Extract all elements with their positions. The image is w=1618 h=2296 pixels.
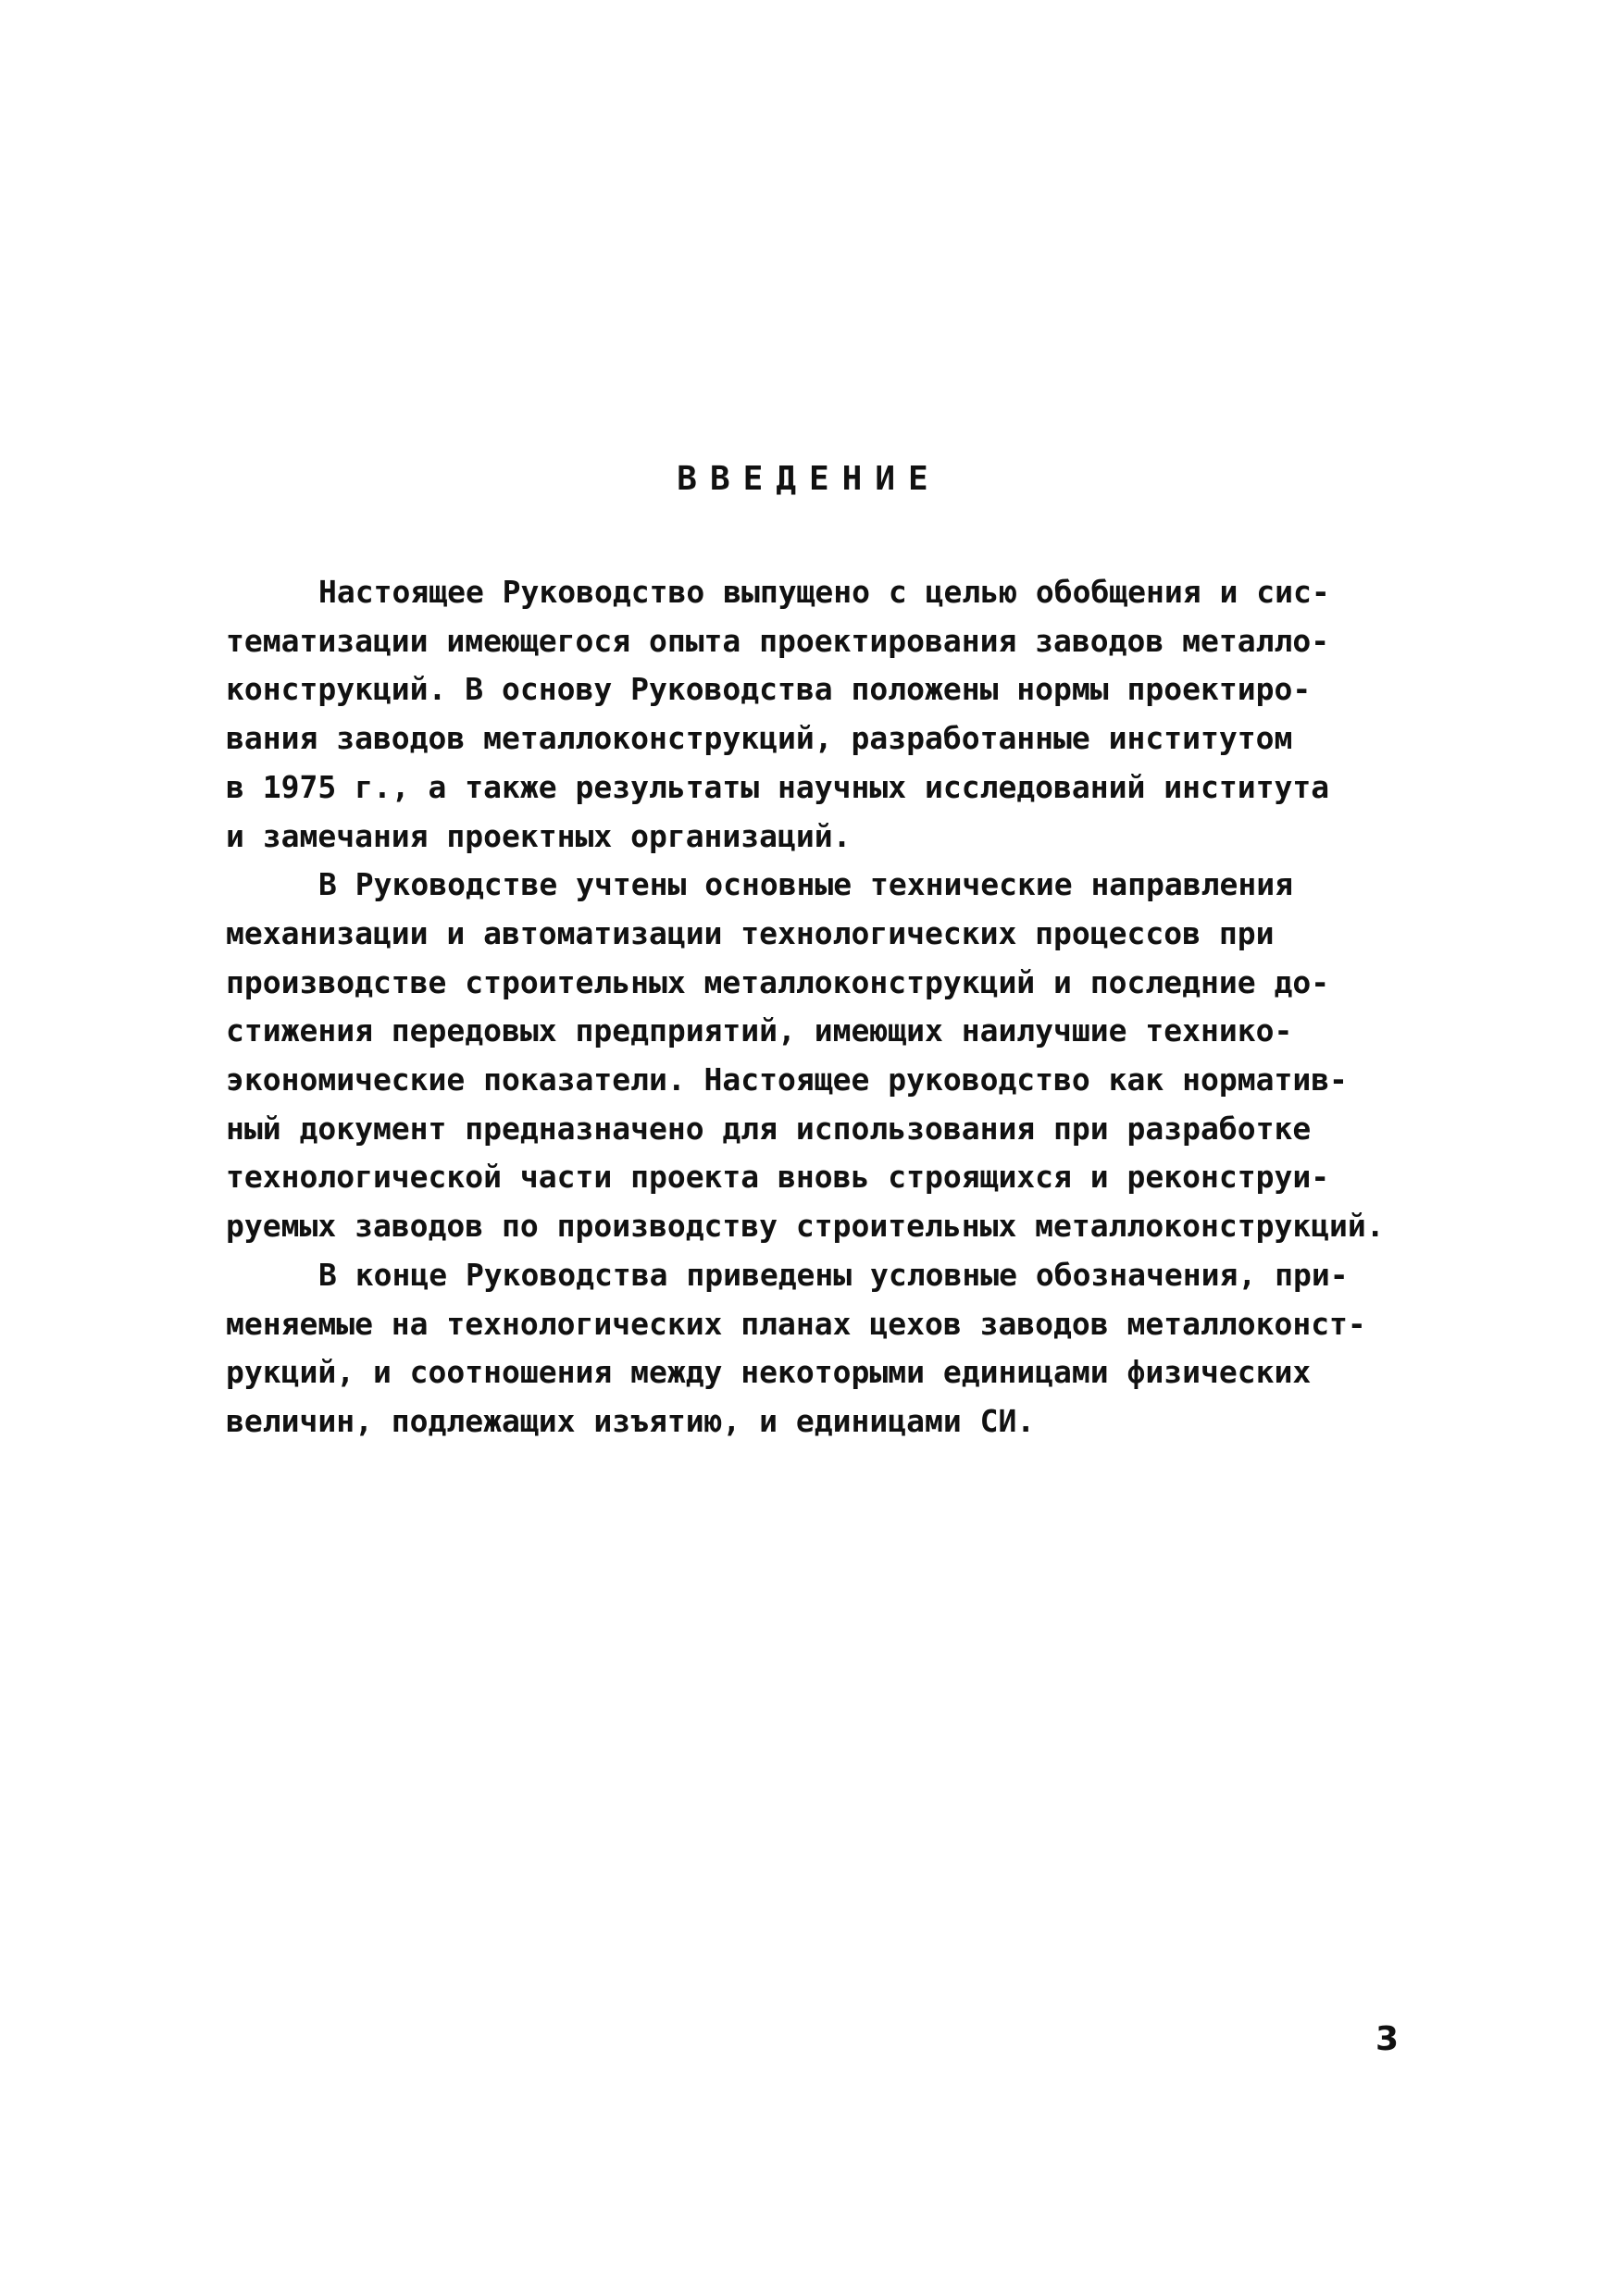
text-line: меняемые на технологических планах цехов заводов металлоконст-	[226, 1305, 1366, 1342]
page-number: 3	[1375, 2020, 1400, 2058]
text-line: рукций, и соотношения между некоторыми единицами физических	[226, 1354, 1312, 1391]
text-line: В Руководстве учтены основные технические направления	[318, 866, 1293, 903]
text-line: производстве строительных металлоконструкций и последние до-	[226, 963, 1330, 1000]
text-line: в 1975 г., а также результаты научных исследований института	[226, 768, 1330, 805]
text-line: руемых заводов по производству строительных металлоконструкций.	[226, 1208, 1385, 1245]
text-line: вания заводов металлоконструкций, разработанные институтом	[226, 720, 1293, 757]
text-line: тематизации имеющегося опыта проектирования заводов металло-	[226, 622, 1330, 659]
text-line: экономические показатели. Настоящее руководство как норматив-	[226, 1061, 1348, 1098]
introduction-text	[226, 568, 1522, 1446]
text-line: и замечания проектных организаций.	[226, 817, 852, 854]
text-line: механизации и автоматизации технологических процессов при	[226, 914, 1275, 951]
text-line: В конце Руководства приведены условные обозначения, при-	[318, 1256, 1349, 1293]
page-title: ВВЕДЕНИЕ	[677, 460, 941, 498]
text-line: технологической части проекта вновь строящихся и реконструи-	[226, 1159, 1330, 1196]
text-line: конструкций. В основу Руководства положены нормы проектиро-	[226, 671, 1312, 708]
text-line: ный документ предназначено для использования при разработке	[226, 1110, 1312, 1147]
text-line: Настоящее Руководство выпущено с целью обобщения и сис-	[318, 574, 1330, 610]
text-line: величин, подлежащих изъятию, и единицами СИ.	[226, 1402, 1036, 1439]
text-line: стижения передовых предприятий, имеющих наилучшие технико-	[226, 1012, 1293, 1049]
